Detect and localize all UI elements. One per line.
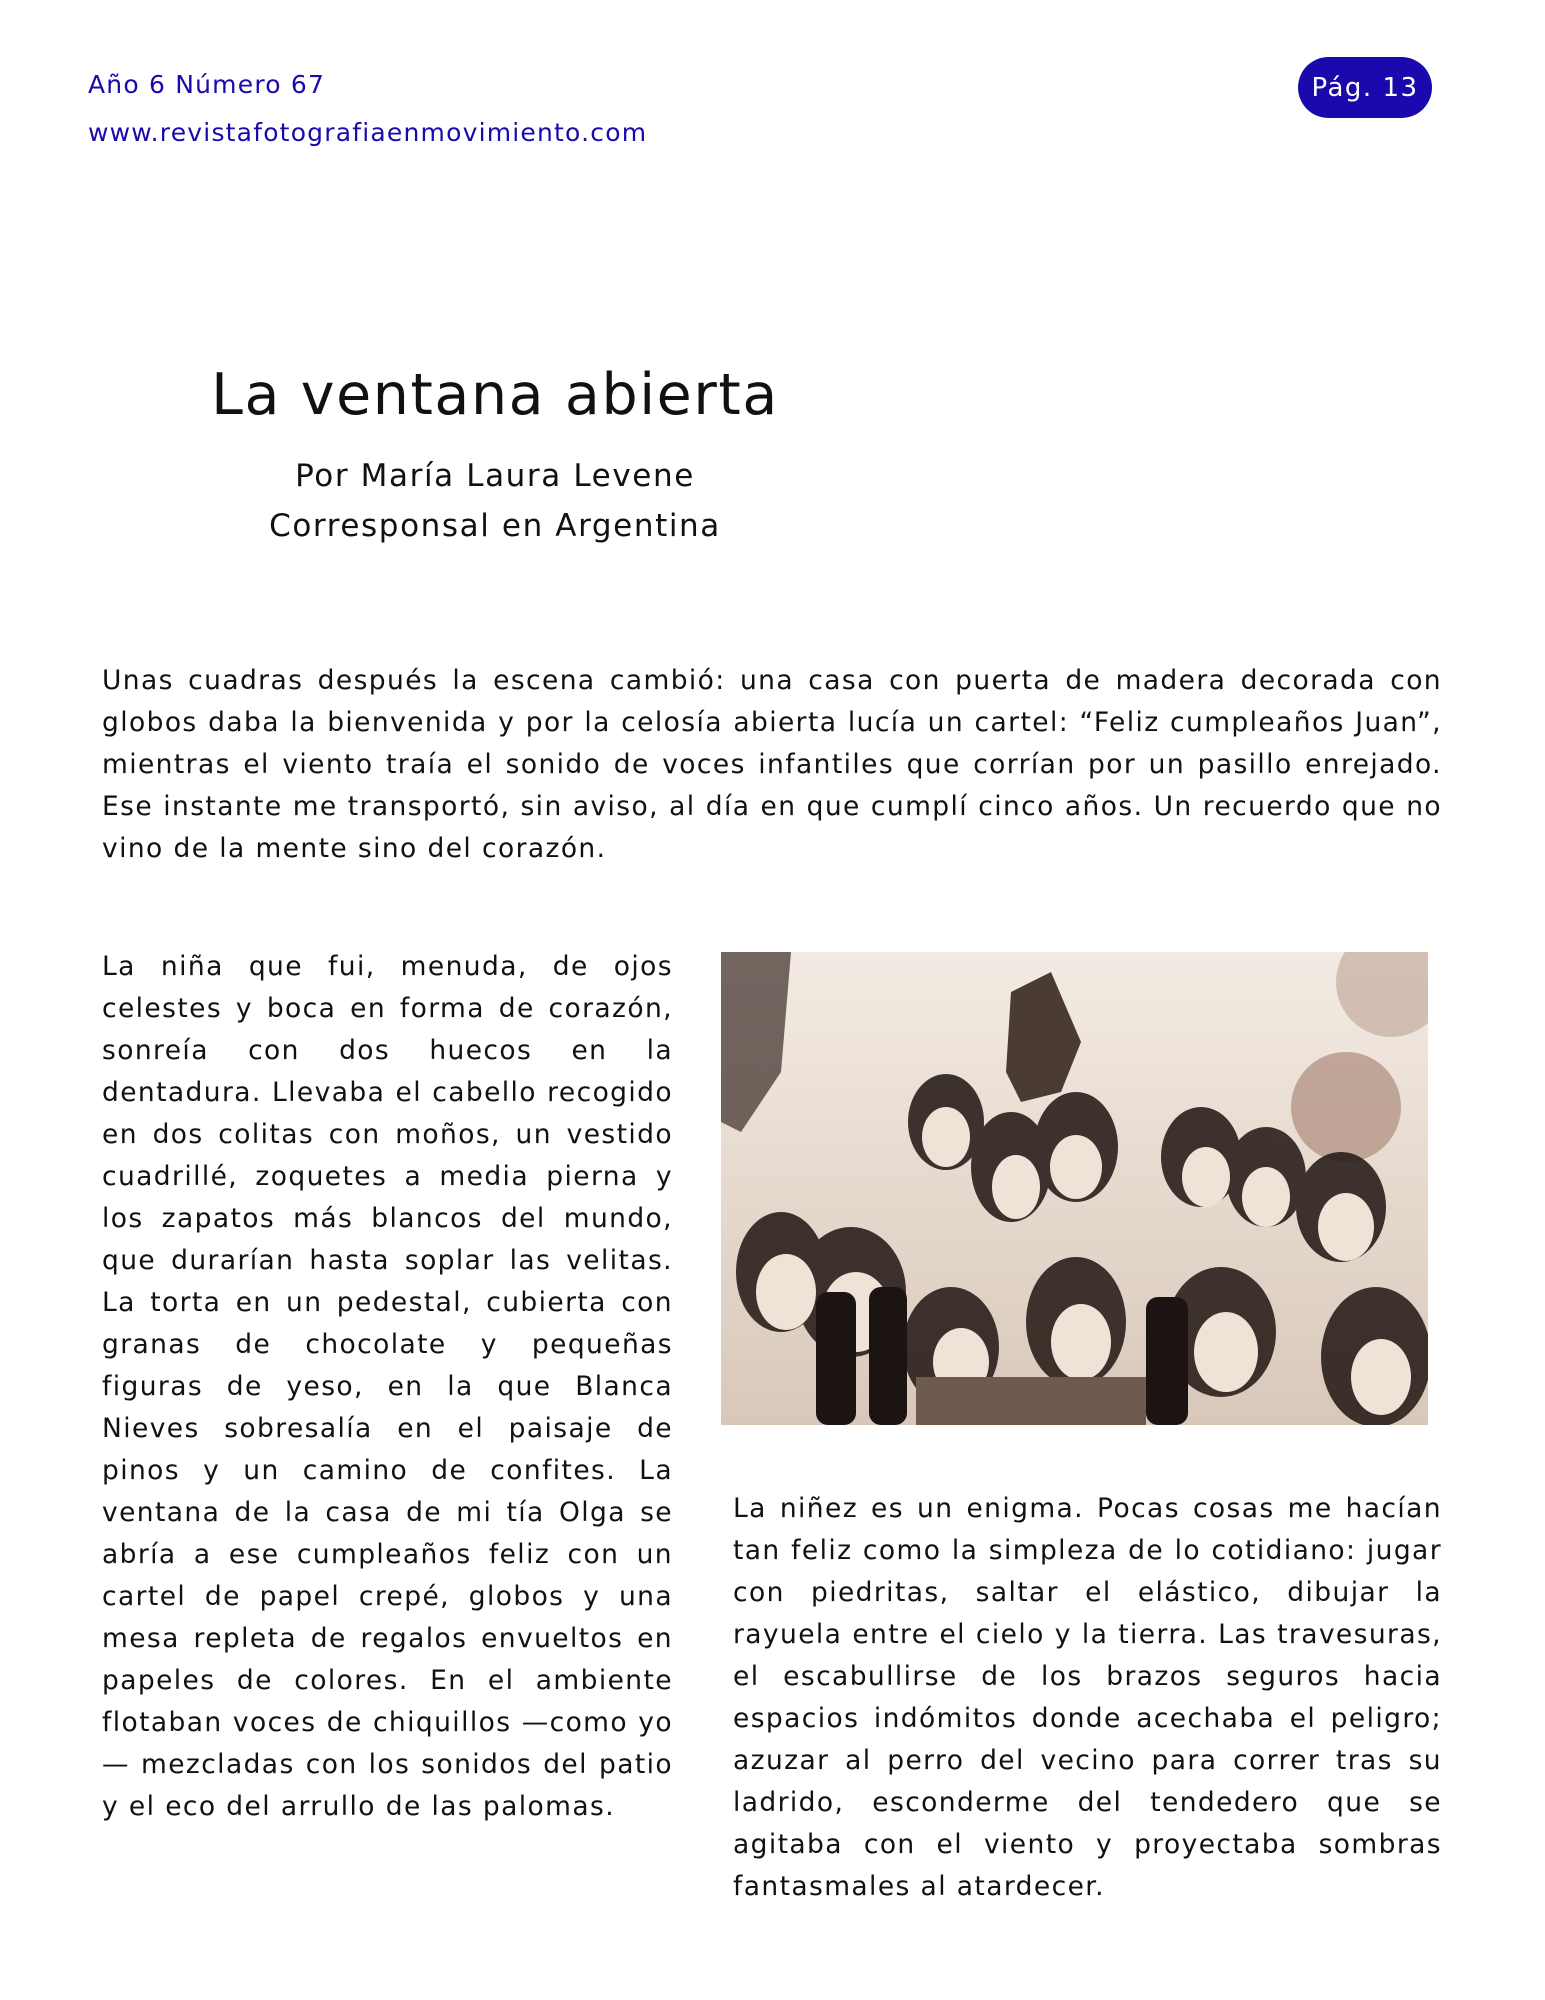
- balloon-shape: [1291, 1052, 1401, 1162]
- article-title: La ventana abierta: [211, 362, 779, 428]
- page-number-badge: [1298, 57, 1432, 118]
- page-number-label: Pág. 13: [1311, 72, 1419, 103]
- photo-illustration: [721, 952, 1428, 1425]
- intro-paragraph: Unas cuadras después la escena cambió: una casa con puerta de madera decorada con globos daba la bienvenida y por la celosía abierta lucía un cartel: “Feliz cumpleaños Juan”, mientras el viento traía el sonido de voces infantiles que corrían por un pasillo enrejado. Ese instante me transportó, sin aviso, al día en que cumplí cinco años. Un recuerdo que no vino de la mente sino del corazón.: [102, 665, 1442, 864]
- author-role: Corresponsal en Argentina: [269, 508, 721, 544]
- right-column-paragraph: La niñez es un enigma. Pocas cosas me hacían tan feliz como la simpleza de lo cotidiano: jugar con piedritas, saltar el elástico, dibujar la rayuela entre el cielo y la tierra. Las travesuras, el escabullirse de los brazos seguros hacia espacios indómitos donde acechaba el peligro; azuzar al perro del vecino para correr tras su ladrido, esconderme del tendedero que se agitaba con el viento y proyectaba sombras fantasmales al atardecer.: [733, 1493, 1442, 1902]
- article-author: Por María Laura Levene: [295, 458, 695, 494]
- issue-number: Año 6 Número 67: [88, 70, 326, 99]
- left-column-paragraph: La niña que fui, menuda, de ojos celestes y boca en forma de corazón, sonreía con dos huecos en la dentadura. Llevaba el cabello recogido en dos colitas con moños, un vestido cuadrillé, zoquetes a media pierna y los zapatos más blancos del mundo, que durarían hasta soplar las velitas. La torta en un pedestal, cubierta con granas de chocolate y pequeñas figuras de yeso, en la que Blanca Nieves sobresalía en el paisaje de pinos y un camino de confites. La ventana de la casa de mi tía Olga se abría a ese cumpleaños feliz con un cartel de papel crepé, globos y una mesa repleta de regalos envueltos en papeles de colores. En el ambiente flotaban voces de chiquillos —como yo— mezcladas con los sonidos del patio y el eco del arrullo de las palomas.: [102, 951, 673, 1822]
- cake-shape: [916, 1377, 1146, 1425]
- birthday-party-photo: [721, 952, 1428, 1425]
- magazine-url[interactable]: www.revistafotografiaenmovimiento.com: [88, 118, 648, 147]
